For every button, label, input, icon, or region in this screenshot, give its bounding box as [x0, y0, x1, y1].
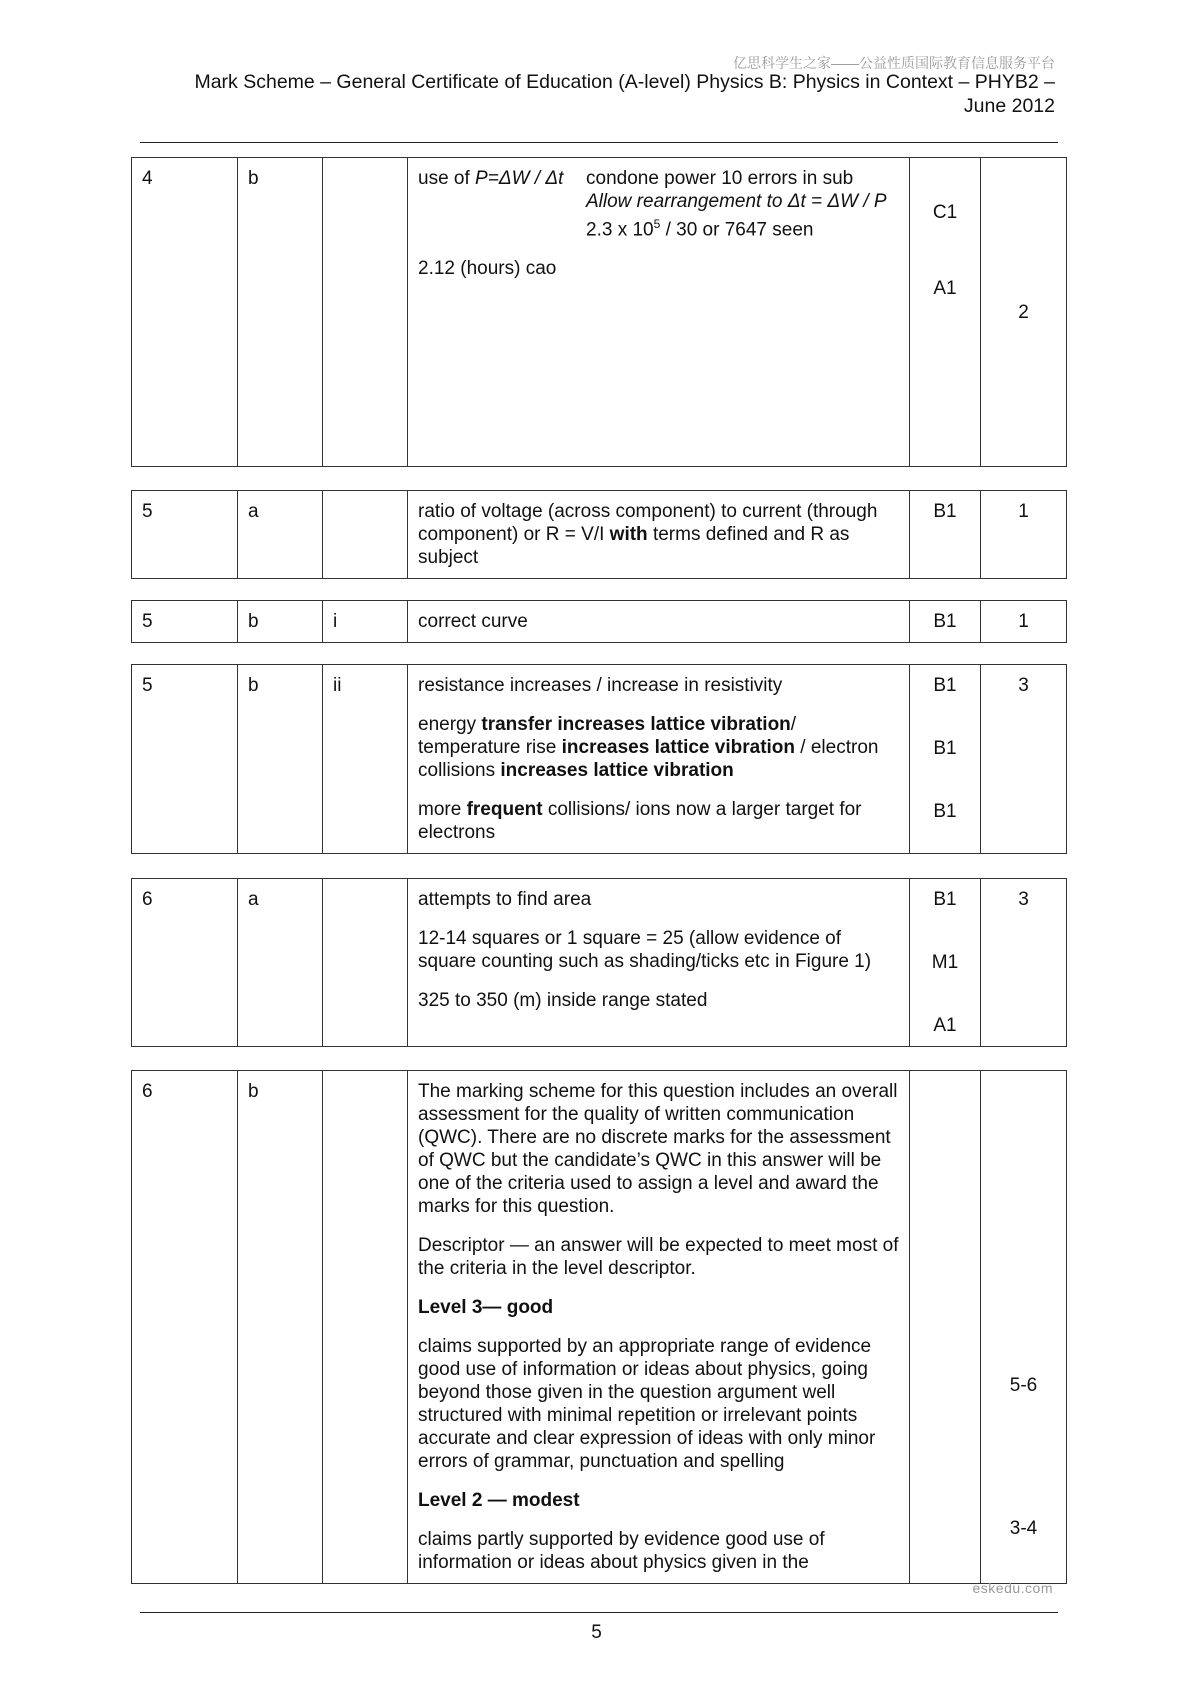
qwc-paragraph: The marking scheme for this question includes an overall assessment for the quality of written communication (QWC). There are no discrete marks for the assessment of QWC but the candidate’s QWC in this answer will be one of the criteria used to assign a level and award the marks for this question.	[418, 1081, 898, 1217]
mark-b1: B1	[910, 601, 981, 643]
answer-line-2: energy transfer increases lattice vibration/ temperature rise increases lattice vibration / electron collisions increases lattice vibration	[418, 714, 879, 781]
level-3-heading: Level 3— good	[418, 1297, 554, 1318]
answer-line-1: resistance increases / increase in resistivity	[418, 675, 783, 696]
total-marks: 1	[981, 491, 1067, 579]
question-part: a	[238, 491, 323, 579]
mark-a1: A1	[933, 1015, 957, 1036]
total-marks: 2	[981, 158, 1067, 467]
answer-split	[418, 167, 899, 241]
mark-m1: M1	[931, 952, 959, 973]
footer-rule	[140, 1612, 1058, 1613]
question-5bi-table	[131, 600, 1067, 643]
watermark-top: 亿思科学生之家——公益性质国际教育信息服务平台	[733, 55, 1055, 71]
question-subpart	[323, 879, 408, 1047]
mark-cell	[910, 879, 981, 1047]
mark-b1: B1	[933, 889, 957, 910]
page-header	[115, 70, 1055, 118]
question-6a-table	[131, 878, 1067, 1047]
question-number: 6	[132, 879, 238, 1047]
question-number: 5	[132, 601, 238, 643]
answer-notes: condone power 10 errors in sub Allow rearrangement to Δt = ΔW / P 2.3 x $10^5 / 30$ or 7647 seen	[586, 168, 887, 241]
level-3-criteria: claims supported by an appropriate range of evidence good use of information or ideas about physics, going beyond those given in the question argument well structured with minimal repetition or irrelevant points accurate and clear expression of ideas with only minor errors of grammar, punctuation and spelling	[418, 1336, 876, 1472]
question-4b-table	[131, 157, 1067, 467]
answer-final: 2.12 (hours) cao	[418, 258, 557, 280]
level-2-marks: 3-4	[1009, 1518, 1038, 1539]
question-subpart	[323, 491, 408, 579]
level-2-criteria: claims partly supported by evidence good use of information or ideas about physics given in the	[418, 1529, 825, 1573]
mark-cell	[910, 158, 981, 467]
total-marks: 3	[981, 665, 1067, 854]
answer-formula: use of P=ΔW / Δt	[418, 168, 564, 189]
question-part: b	[238, 665, 323, 854]
question-part: b	[238, 1071, 323, 1584]
answer-cell: correct curve	[408, 601, 910, 643]
mark-b1: B1	[933, 738, 957, 759]
question-number: 5	[132, 665, 238, 854]
question-subpart	[323, 158, 408, 467]
level-3-marks: 5-6	[1009, 1375, 1038, 1396]
mark-a1: A1	[933, 278, 957, 299]
question-number: 4	[132, 158, 238, 467]
answer-line-3: 325 to 350 (m) inside range stated	[418, 990, 708, 1011]
mark-b1: B1	[910, 491, 981, 579]
answer-cell	[408, 665, 910, 854]
answer-line-2: 12-14 squares or 1 square = 25 (allow evidence of square counting such as shading/ticks etc in Figure 1)	[418, 928, 872, 972]
header-line-1: Mark Scheme – General Certificate of Education (A-level) Physics B: Physics in Context – PHYB2 –	[194, 71, 1055, 93]
mark-b1: B1	[933, 675, 957, 696]
answer-cell	[408, 1071, 910, 1584]
question-number: 6	[132, 1071, 238, 1584]
answer-line-1: attempts to find area	[418, 889, 592, 910]
header-line-2: June 2012	[963, 95, 1055, 117]
question-subpart	[323, 1071, 408, 1584]
total-marks: 1	[981, 601, 1067, 643]
question-subpart: i	[323, 601, 408, 643]
question-number: 5	[132, 491, 238, 579]
question-5a-table	[131, 490, 1067, 579]
question-6b-table	[131, 1070, 1067, 1584]
level-2-heading: Level 2 — modest	[418, 1490, 580, 1511]
mark-cell	[910, 1071, 981, 1584]
descriptor-paragraph: Descriptor — an answer will be expected to meet most of the criteria in the level descriptor.	[418, 1235, 899, 1279]
header-rule	[140, 142, 1058, 143]
mark-cell	[910, 665, 981, 854]
question-part: b	[238, 158, 323, 467]
answer-cell: ratio of voltage (across component) to current (through component) or R = V/I with terms defined and R as subject	[408, 491, 910, 579]
watermark-bottom: eskedu.com	[972, 1580, 1053, 1596]
answer-cell	[408, 879, 910, 1047]
answer-line-3: more frequent collisions/ ions now a larger target for electrons	[418, 799, 862, 843]
mark-b1: B1	[933, 801, 957, 822]
mark-c1: C1	[932, 202, 958, 223]
question-subpart: ii	[323, 665, 408, 854]
answer-cell	[408, 158, 910, 467]
question-part: b	[238, 601, 323, 643]
total-marks: 3	[981, 879, 1067, 1047]
question-part: a	[238, 879, 323, 1047]
question-5bii-table	[131, 664, 1067, 854]
total-marks	[981, 1071, 1067, 1584]
page-number: 5	[591, 1622, 602, 1643]
